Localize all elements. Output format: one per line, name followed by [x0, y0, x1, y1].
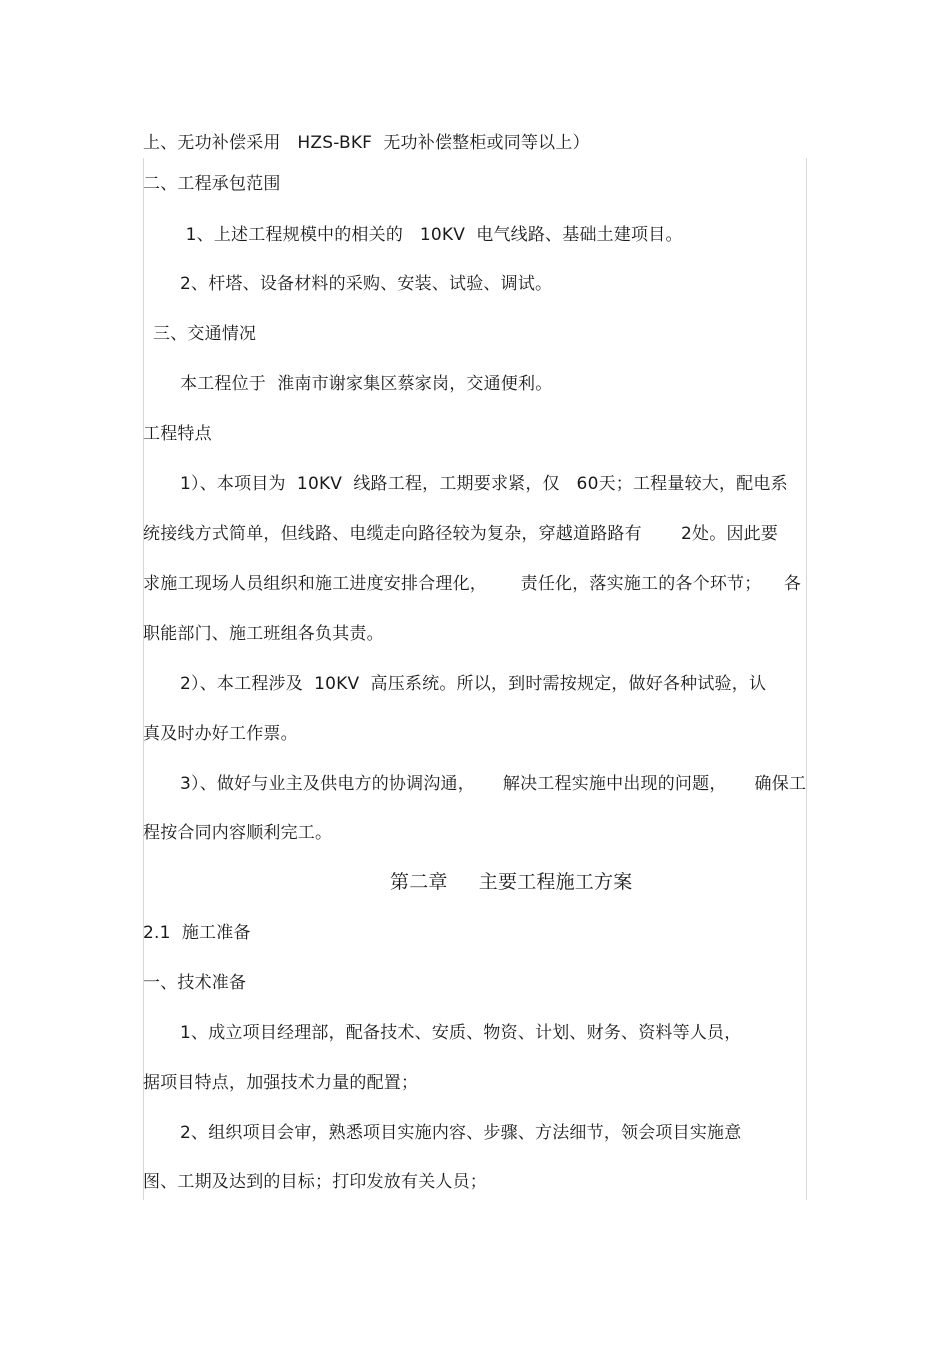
text-line: 图、工期及达到的目标；打印发放有关人员； [143, 1172, 487, 1192]
text-line: 1、成立项目经理部，配备技术、安质、物资、计划、财务、资料等人员， [180, 1023, 742, 1043]
text-line: 1）、本项目为 10KV 线路工程，工期要求紧，仅 60天；工程量较大，配电系 [180, 474, 788, 494]
page-frame-right [806, 158, 807, 1200]
section-heading: 二、工程承包范围 [143, 174, 281, 194]
page-frame-left [143, 158, 144, 1200]
section-heading: 2.1 施工准备 [143, 923, 251, 943]
section-heading: 工程特点 [143, 424, 212, 444]
section-heading: 一、技术准备 [143, 973, 247, 993]
text-line: 2）、本工程涉及 10KV 高压系统。所以，到时需按规定，做好各种试验，认 [180, 674, 767, 694]
text-line: 2、杆塔、设备材料的采购、安装、试验、调试。 [180, 274, 553, 294]
text-line: 3）、做好与业主及供电方的协调沟通， 解决工程实施中出现的问题， 确保工 [180, 774, 807, 794]
text-line: 上、无功补偿采用 HZS-BKF 无功补偿整柜或同等以上） [143, 133, 590, 153]
text-line: 职能部门、施工班组各负其责。 [143, 624, 384, 644]
text-line: 2、组织项目会审，熟悉项目实施内容、步骤、方法细节，领会项目实施意 [180, 1123, 742, 1143]
chapter-title: 第二章 主要工程施工方案 [390, 871, 633, 893]
text-line: 统接线方式简单，但线路、电缆走向路径较为复杂，穿越道路路有 2处。因此要 [143, 524, 779, 544]
text-line: 1、上述工程规模中的相关的 10KV 电气线路、基础土建项目。 [180, 225, 683, 245]
text-line: 求施工现场人员组织和施工进度安排合理化， 责任化，落实施工的各个环节； 各 [143, 574, 802, 594]
text-line: 本工程位于 淮南市谢家集区蔡家岗，交通便利。 [180, 374, 553, 394]
text-line: 据项目特点，加强技术力量的配置； [143, 1073, 419, 1093]
section-heading: 三、交通情况 [153, 324, 257, 344]
text-line: 程按合同内容顺利完工。 [143, 823, 333, 843]
text-line: 真及时办好工作票。 [143, 724, 298, 744]
